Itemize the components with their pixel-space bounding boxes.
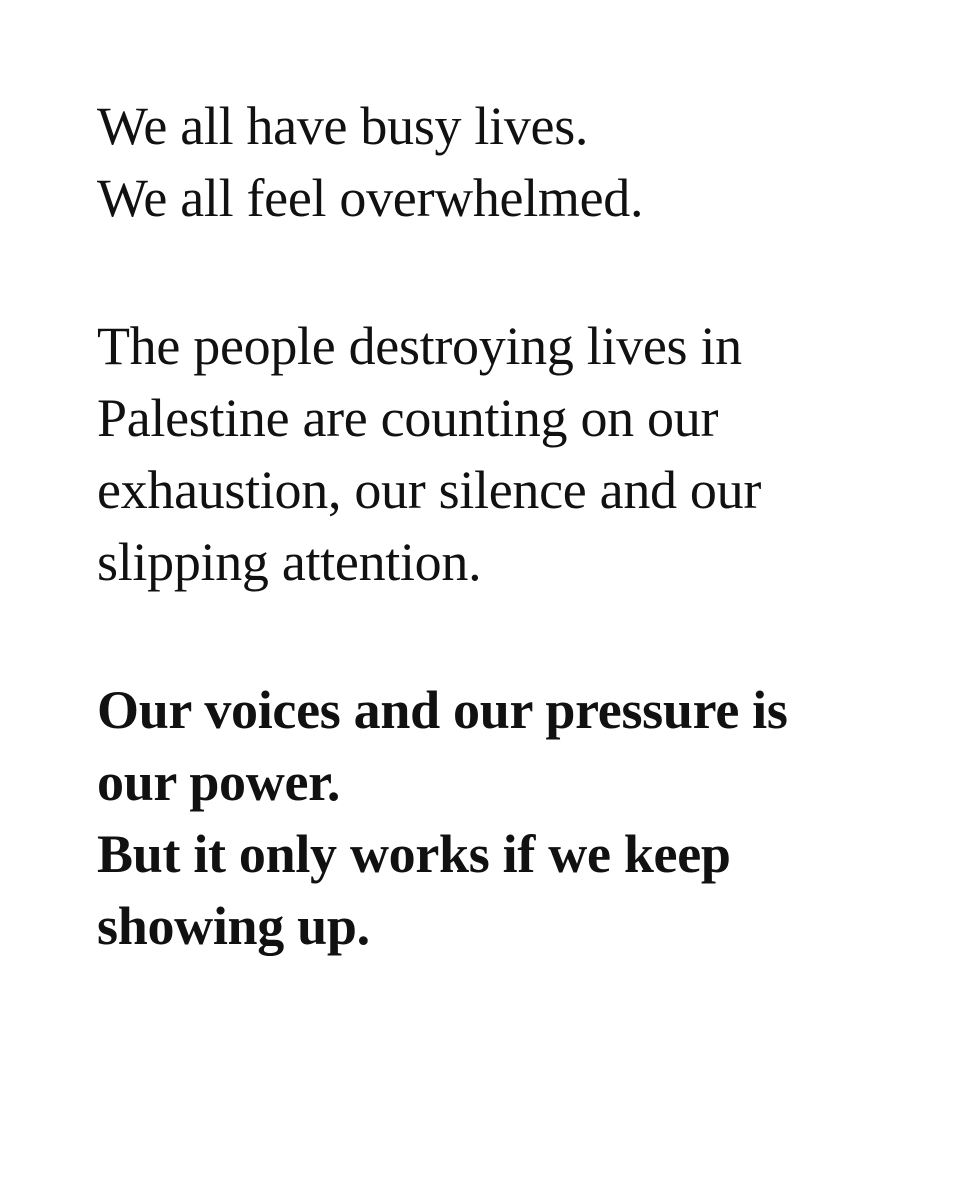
text-line: slipping attention. [97, 532, 482, 592]
text-line: Palestine are counting on our [97, 388, 719, 448]
text-document [97, 90, 877, 962]
text-line-bold: our power. [97, 752, 341, 812]
text-line: We all feel overwhelmed. [97, 168, 644, 228]
text-line: We all have busy lives. [97, 96, 589, 156]
paragraph-busy-lives [97, 90, 877, 234]
paragraph-our-power-bold [97, 674, 877, 962]
text-line: exhaustion, our silence and our [97, 460, 762, 520]
text-line: The people destroying lives in [97, 316, 742, 376]
paragraph-palestine [97, 310, 877, 598]
text-line-bold: But it only works if we keep [97, 824, 731, 884]
text-line-bold: showing up. [97, 896, 370, 956]
text-line-bold: Our voices and our pressure is [97, 680, 788, 740]
